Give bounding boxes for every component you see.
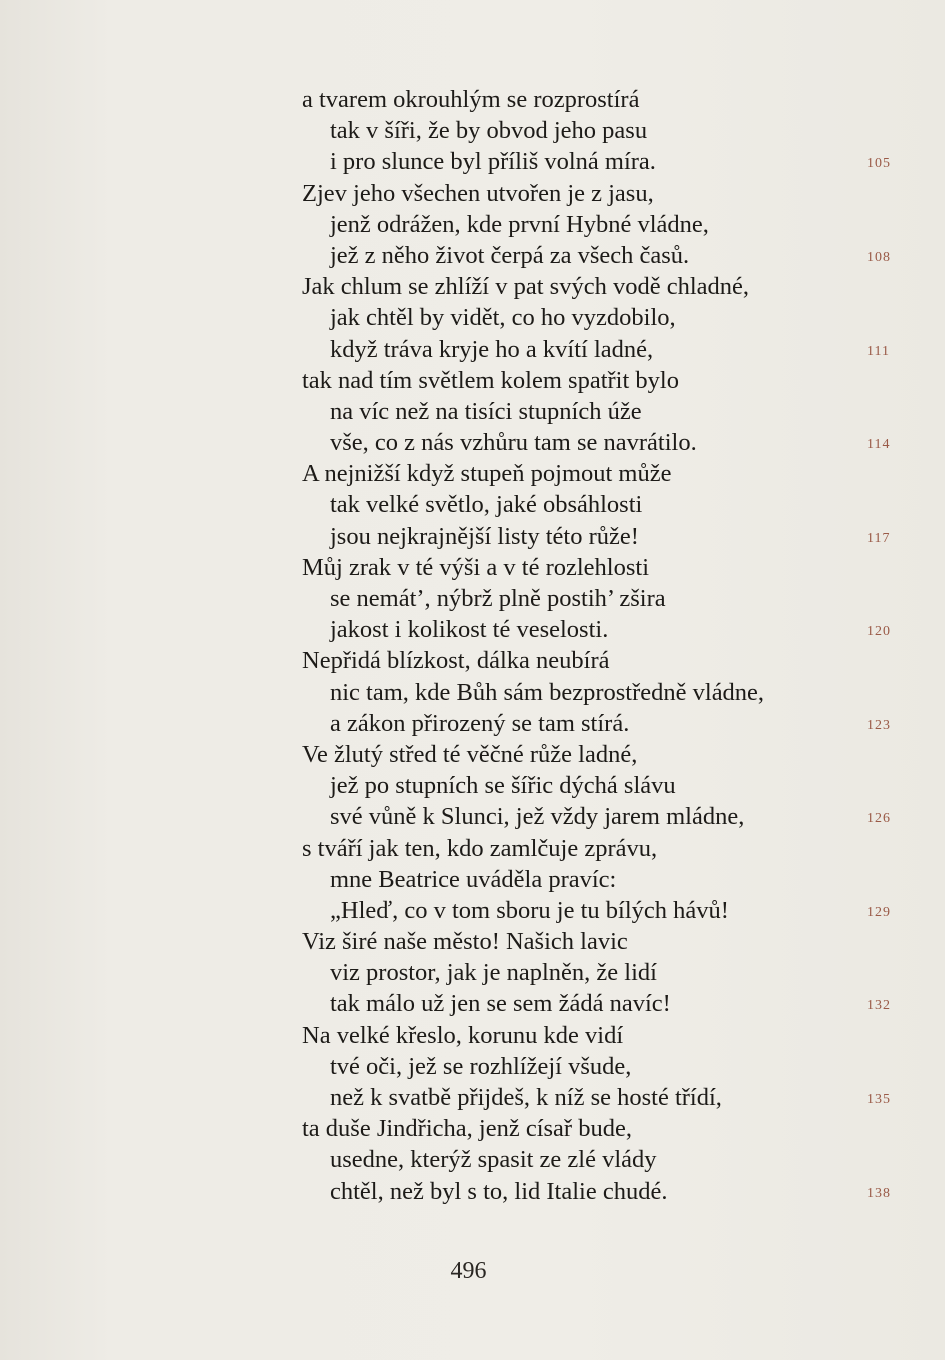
verse-text: Můj zrak v té výši a v té rozlehlosti xyxy=(302,553,649,581)
verse-text: na víc než na tisíci stupních úže xyxy=(330,397,642,425)
verse-text: s tváří jak ten, kdo zamlčuje zprávu, xyxy=(302,834,658,862)
verse-text: tak v šíři, že by obvod jeho pasu xyxy=(330,117,648,145)
page-number xyxy=(0,1258,945,1285)
verse-line xyxy=(302,178,902,209)
verse-number: 114 xyxy=(867,437,891,453)
verse-line xyxy=(302,1176,902,1207)
verse-line xyxy=(302,334,902,365)
verse-line xyxy=(302,1020,902,1051)
verse-line xyxy=(302,84,902,115)
verse-number: 126 xyxy=(867,811,891,827)
verse-line xyxy=(302,209,902,240)
verse-text: tak málo už jen se sem žádá navíc! xyxy=(330,990,671,1018)
verse-number: 129 xyxy=(867,904,891,920)
verse-number: 120 xyxy=(867,624,891,640)
verse-line xyxy=(302,240,902,271)
verse-text: i pro slunce byl příliš volná míra. xyxy=(330,148,656,176)
verse-text: když tráva kryje ho a kvítí ladné, xyxy=(330,335,654,363)
verse-text: tak velké světlo, jaké obsáhlosti xyxy=(330,491,643,519)
verse-text: jakost i kolikost té veselosti. xyxy=(330,616,609,644)
verse-text: než k svatbě přijdeš, k níž se hosté třídí, xyxy=(330,1084,722,1111)
verse-text: ta duše Jindřicha, jenž císař bude, xyxy=(302,1115,632,1143)
verse-text: „Hleď, co v tom sboru je tu bílých hávů! xyxy=(330,896,729,924)
verse-line xyxy=(302,583,902,614)
verse-line xyxy=(302,801,902,832)
verse-line xyxy=(302,677,902,708)
verse-text: jak chtěl by vidět, co ho vyzdobilo, xyxy=(330,304,676,332)
verse-text: Zjev jeho všechen utvořen je z jasu, xyxy=(302,179,654,207)
verse-line xyxy=(302,271,902,302)
verse-number: 138 xyxy=(867,1185,891,1201)
verse-text: chtěl, než byl s to, lid Italie chudé. xyxy=(330,1177,668,1205)
verse-line xyxy=(302,489,902,520)
verse-text: a tvarem okrouhlým se rozprostírá xyxy=(302,86,640,113)
verse-line xyxy=(302,552,902,583)
verse-text: jsou nejkrajnější listy této růže! xyxy=(330,522,639,550)
verse-number: 132 xyxy=(867,998,891,1014)
verse-number: 135 xyxy=(867,1092,891,1107)
verse-line xyxy=(302,302,902,333)
verse-text: jež po stupních se šířic dýchá slávu xyxy=(330,772,676,800)
poem-text xyxy=(302,84,902,1207)
verse-line xyxy=(302,427,902,458)
verse-text: tvé oči, jež se rozhlížejí všude, xyxy=(330,1052,632,1080)
verse-line xyxy=(302,1082,902,1113)
verse-text: nic tam, kde Bůh sám bezprostředně vládne, xyxy=(330,678,765,706)
verse-line xyxy=(302,988,902,1019)
verse-line xyxy=(302,458,902,489)
verse-line xyxy=(302,115,902,146)
verse-number: 123 xyxy=(867,717,891,733)
verse-text: a zákon přirozený se tam stírá. xyxy=(330,709,630,737)
verse-text: jež z něho život čerpá za všech časů. xyxy=(330,241,690,269)
verse-text: A nejnižší když stupeň pojmout může xyxy=(302,460,672,488)
verse-number: 108 xyxy=(867,249,891,265)
verse-number: 111 xyxy=(867,343,890,359)
verse-number: 105 xyxy=(867,156,891,172)
verse-line xyxy=(302,739,902,770)
verse-text: jenž odrážen, kde první Hybné vládne, xyxy=(330,210,709,238)
verse-line xyxy=(302,895,902,926)
verse-line xyxy=(302,396,902,427)
verse-text: mne Beatrice uváděla pravíc: xyxy=(330,865,617,893)
verse-line xyxy=(302,1113,902,1144)
verse-text: usedne, kterýž spasit ze zlé vlády xyxy=(330,1146,657,1174)
verse-line xyxy=(302,146,902,177)
verse-line xyxy=(302,770,902,801)
verse-text: Ve žlutý střed té věčné růže ladné, xyxy=(302,740,638,768)
verse-line xyxy=(302,614,902,645)
verse-line xyxy=(302,365,902,396)
verse-line xyxy=(302,864,902,895)
verse-line xyxy=(302,957,902,988)
verse-text: viz prostor, jak je naplněn, že lidí xyxy=(330,959,657,987)
verse-text: Nepřidá blízkost, dálka neubírá xyxy=(302,647,610,675)
verse-text: své vůně k Slunci, jež vždy jarem mládne, xyxy=(330,803,745,831)
verse-line xyxy=(302,645,902,676)
verse-line xyxy=(302,833,902,864)
verse-line xyxy=(302,521,902,552)
verse-text: vše, co z nás vzhůru tam se navrátilo. xyxy=(330,429,697,457)
verse-line xyxy=(302,1051,902,1082)
verse-text: Na velké křeslo, korunu kde vidí xyxy=(302,1021,624,1049)
verse-line xyxy=(302,708,902,739)
page-number-text: 496 xyxy=(450,1258,487,1284)
verse-number: 117 xyxy=(867,530,891,546)
verse-text: tak nad tím světlem kolem spatřit bylo xyxy=(302,366,679,394)
verse-text: se nemát’, nýbrž plně postih’ zšira xyxy=(330,585,666,612)
verse-text: Viz širé naše město! Našich lavic xyxy=(302,928,628,956)
verse-text: Jak chlum se zhlíží v pat svých vodě chladné, xyxy=(302,273,749,301)
verse-line xyxy=(302,926,902,957)
verse-line xyxy=(302,1144,902,1175)
